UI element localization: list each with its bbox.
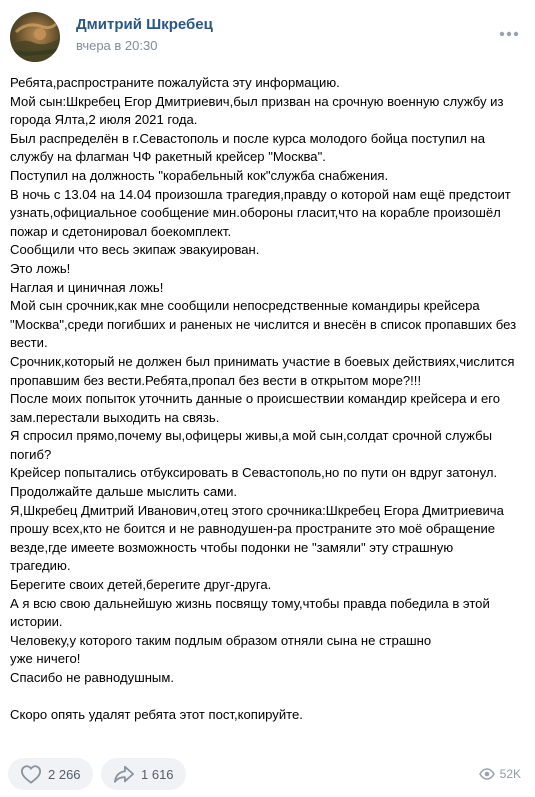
post-footer: [0, 754, 535, 794]
post-text-line: пожар и сдетонировал боекомплект.: [10, 223, 232, 239]
post-text-line: Мой сын:Шкребец Егор Дмитриевич,был призван на срочную военную службу из: [10, 93, 504, 109]
post-text-line: зам.перестали выходить на связь.: [10, 409, 220, 425]
post-text-line: везде,где имеете возможность чтобы подонки не "замяли" эту страшную: [10, 539, 454, 555]
like-button[interactable]: [8, 758, 93, 790]
post-text-line: Поступил на должность "корабельный кок"служба снабжения.: [10, 167, 389, 183]
likes-count: 2 266: [48, 766, 81, 782]
share-arrow-icon: [113, 764, 135, 784]
views-counter: [479, 767, 521, 781]
share-button[interactable]: [101, 758, 186, 790]
post-text-line: прошу всех,кто не боится и не равнодушен-ра пространите это моё обращение: [10, 521, 496, 537]
post-text-line: Ребята,распространите пожалуйста эту информацию.: [10, 75, 340, 90]
post-text-line: уже ничего!: [10, 651, 81, 667]
post-text-line: трагедию.: [10, 558, 71, 574]
paragraph-gap: [10, 688, 525, 707]
post-text-line: Был распределён в г.Севастополь и после курса молодого бойца поступил на: [10, 130, 486, 146]
post-text-line: Сообщили что весь экипаж эвакуирован.: [10, 242, 260, 258]
eye-icon: [479, 768, 495, 780]
post-text-line: В ночь с 13.04 на 14.04 произошла трагедия,правду о которой нам ещё предстоит: [10, 186, 511, 202]
post-text-line: Скоро опять удалят ребята этот пост,копируйте.: [10, 707, 303, 723]
post-text-line: погиб?: [10, 446, 52, 462]
post-text-line: "Москва",среди погибших и раненых не числится и внесён в список пропавших без: [10, 316, 517, 332]
views-count: 52K: [499, 767, 521, 781]
post-text-line: Человеку,у которого таким подлым образом отняли сына не страшно: [10, 632, 432, 648]
avatar-image: [10, 12, 60, 62]
more-dots-icon[interactable]: [495, 26, 523, 42]
post-text-line: Я,Шкребец Дмитрий Иванович,отец этого срочника:Шкребец Егора Дмитриевича: [10, 502, 504, 518]
post-text-line: Срочник,который не должен был принимать участие в боевых действиях,числится: [10, 353, 515, 369]
post-text-line: вести.: [10, 335, 48, 351]
post-text: [10, 74, 525, 725]
post-text-line: службу на флагман ЧФ ракетный крейсер "Москва".: [10, 149, 326, 165]
post-text-line: города Ялта,2 июля 2021 года.: [10, 112, 198, 128]
heart-icon: [20, 764, 42, 784]
post-text-line: Я спросил прямо,почему вы,офицеры живы,а мой сын,солдат срочной службы: [10, 428, 493, 444]
post-text-line: Мой сын срочник,как мне сообщили непосредственные командиры крейсера: [10, 298, 480, 314]
post-text-line: истории.: [10, 614, 63, 630]
post-text-line: Спасибо не равнодушным.: [10, 670, 174, 685]
post-text-line: узнать,официальное сообщение мин.обороны гласит,что на корабле произошёл: [10, 205, 501, 221]
post-text-line: Крейсер попытались отбуксировать в Севастополь,но по пути он вдруг затонул.: [10, 465, 498, 481]
post-text-line: Продолжайте дальше мыслить сами.: [10, 484, 238, 500]
post-text-line: Берегите своих детей,берегите друг-друга.: [10, 577, 272, 593]
post-header: [0, 0, 535, 70]
post-text-line: Это ложь!: [10, 260, 71, 276]
post-text-line: После моих попыток уточнить данные о происшествии командир крейсера и его: [10, 391, 501, 407]
post-timestamp[interactable]: вчера в 20:30: [76, 38, 158, 53]
author-name[interactable]: Дмитрий Шкребец: [76, 16, 213, 33]
post-text-line: пропавшим без вести.Ребята,пропал без вести в открытом море?!!!: [10, 372, 422, 388]
post-text-line: А я всю свою дальнейшую жизнь посвящу тому,чтобы правда победила в этой: [10, 595, 490, 611]
shares-count: 1 616: [141, 766, 174, 782]
avatar[interactable]: [10, 12, 60, 62]
post-text-line: Наглая и циничная ложь!: [10, 279, 164, 295]
